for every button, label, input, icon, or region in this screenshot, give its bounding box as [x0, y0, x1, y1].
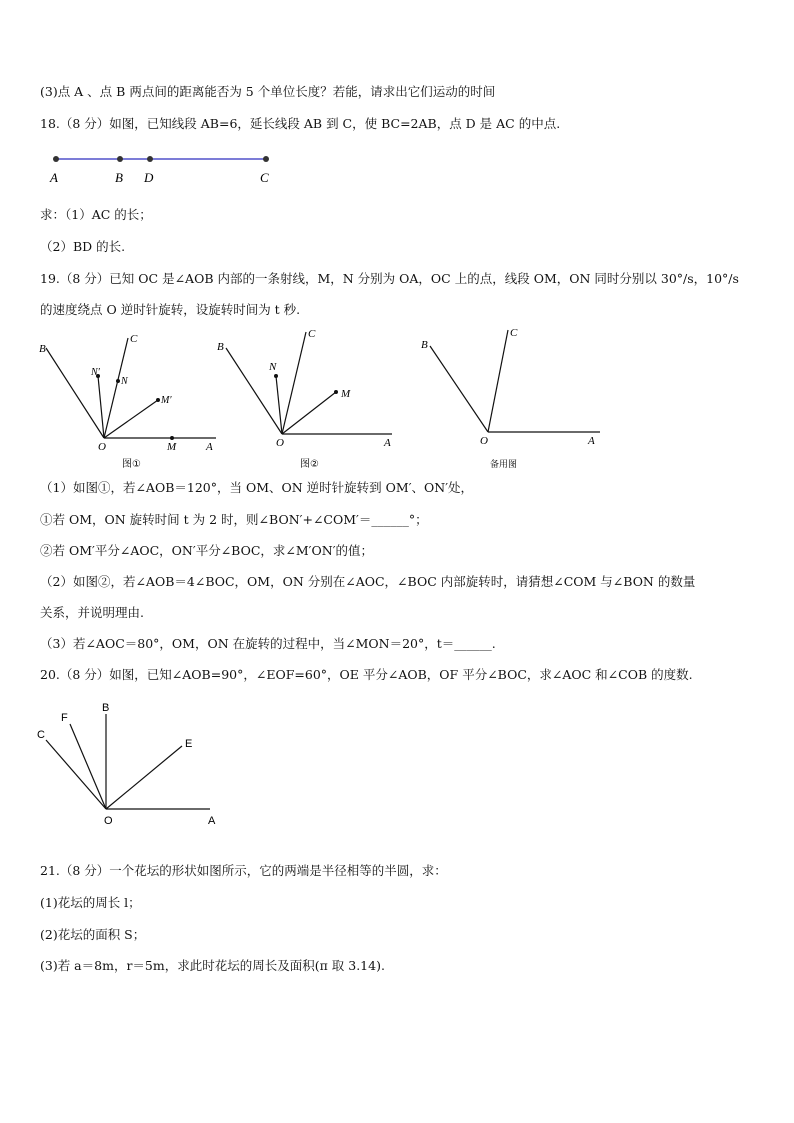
ray-OF: [70, 724, 106, 809]
q18-ask-1: 求：（1）AC 的长；: [40, 207, 152, 222]
q21-part1: (1)花坛的周长 l；: [40, 895, 141, 910]
ray-OB: [430, 346, 488, 432]
label-C: C: [510, 327, 518, 339]
q19-part3: （3）若∠AOC＝80°，OM，ON 在旋转的过程中，当∠MON＝20°，t＝______.: [40, 636, 496, 651]
label-A: A: [384, 437, 391, 449]
fig19-diagram-1: [36, 330, 226, 475]
q19-part1-b: ②若 OM′平分∠AOC，ON′平分∠BOC，求∠M′ON′的值；: [40, 543, 374, 558]
q17-part3: (3)点 A 、点 B 两点间的距离能否为 5 个单位长度？若能，请求出它们运动的时间: [40, 84, 496, 99]
fig18-segment-diagram: [40, 148, 290, 188]
label-B: B: [421, 339, 428, 351]
ray-OE: [106, 746, 182, 809]
point-M: [170, 436, 174, 440]
point-A: [53, 156, 59, 162]
label-O: O: [480, 435, 488, 447]
q19-text-a: 19.（8 分）已知 OC 是∠AOB 内部的一条射线，M，N 分别为 OA，OC 上的点，线段 OM，ON 同时分别以 30°/s，10°/s: [40, 271, 739, 286]
q19-text-b: 的速度绕点 O 逆时针旋转，设旋转时间为 t 秒.: [40, 302, 301, 317]
label-O: O: [276, 437, 284, 449]
q18-ask-2: （2）BD 的长.: [40, 239, 126, 254]
label-C: C: [37, 729, 45, 741]
q19-part2-b: 关系，并说明理由.: [40, 605, 144, 620]
point-N: [116, 379, 120, 383]
q21-part2: (2)花坛的面积 S；: [40, 927, 146, 942]
label-A: A: [206, 441, 213, 453]
fig19-diagram-2: [212, 326, 402, 475]
label-A: A: [50, 170, 58, 185]
q21-part3: (3)若 a＝8m，r＝5m，求此时花坛的周长及面积(π 取 3.14).: [40, 958, 385, 973]
label-C: C: [308, 328, 316, 340]
point-N: [274, 374, 278, 378]
point-M: [334, 390, 338, 394]
point-D: [147, 156, 153, 162]
label-F: F: [61, 712, 68, 724]
caption-fig2: 图②: [300, 459, 319, 470]
label-D: D: [144, 170, 154, 185]
label-O: O: [104, 815, 113, 827]
segment-ON-prime: [98, 376, 104, 438]
ray-OC: [488, 330, 508, 432]
q21-text: 21.（8 分）一个花坛的形状如图所示，它的两端是半径相等的半圆，求：: [40, 863, 447, 878]
label-C: C: [260, 170, 269, 185]
q18-text: 18.（8 分）如图，已知线段 AB=6，延长线段 AB 到 C，使 BC=2AB，点 D 是 AC 的中点.: [40, 116, 561, 131]
q19-part2-a: （2）如图②，若∠AOB＝4∠BOC，OM，ON 分别在∠AOC，∠BOC 内部旋转时，请猜想∠COM 与∠BON 的数量: [40, 574, 696, 589]
caption-fig1: 图①: [122, 459, 141, 470]
label-N: N: [269, 361, 277, 373]
label-B: B: [102, 702, 110, 714]
label-A: A: [208, 815, 216, 827]
caption-spare: 备用图: [490, 459, 518, 469]
label-N: N: [121, 376, 128, 387]
label-B: B: [217, 341, 224, 353]
label-B: B: [39, 343, 46, 355]
label-N-prime: N′: [91, 367, 100, 378]
point-B: [117, 156, 123, 162]
label-B: B: [115, 170, 123, 185]
label-M: M: [167, 441, 177, 453]
label-A: A: [588, 435, 595, 447]
label-E: E: [185, 738, 193, 750]
label-O: O: [98, 441, 106, 453]
label-M: M: [341, 388, 351, 400]
ray-OC: [46, 740, 106, 809]
q19-part1: （1）如图①，若∠AOB＝120°，当 OM、ON 逆时针旋转到 OM′、ON′处，: [40, 480, 474, 495]
q20-text: 20.（8 分）如图，已知∠AOB=90°，∠EOF=60°，OE 平分∠AOB，OF 平分∠BOC，求∠AOC 和∠COB 的度数.: [40, 667, 693, 682]
fig19-spare-diagram: [416, 324, 606, 475]
point-M-prime: [156, 398, 160, 402]
point-C: [263, 156, 269, 162]
q19-part1-a: ①若 OM，ON 旋转时间 t 为 2 时，则∠BON′+∠COM′＝______°；: [40, 512, 428, 527]
label-M-prime: M′: [161, 395, 172, 406]
ray-OB: [46, 348, 104, 438]
label-C: C: [130, 333, 138, 345]
fig20-angle-diagram: [30, 700, 230, 830]
